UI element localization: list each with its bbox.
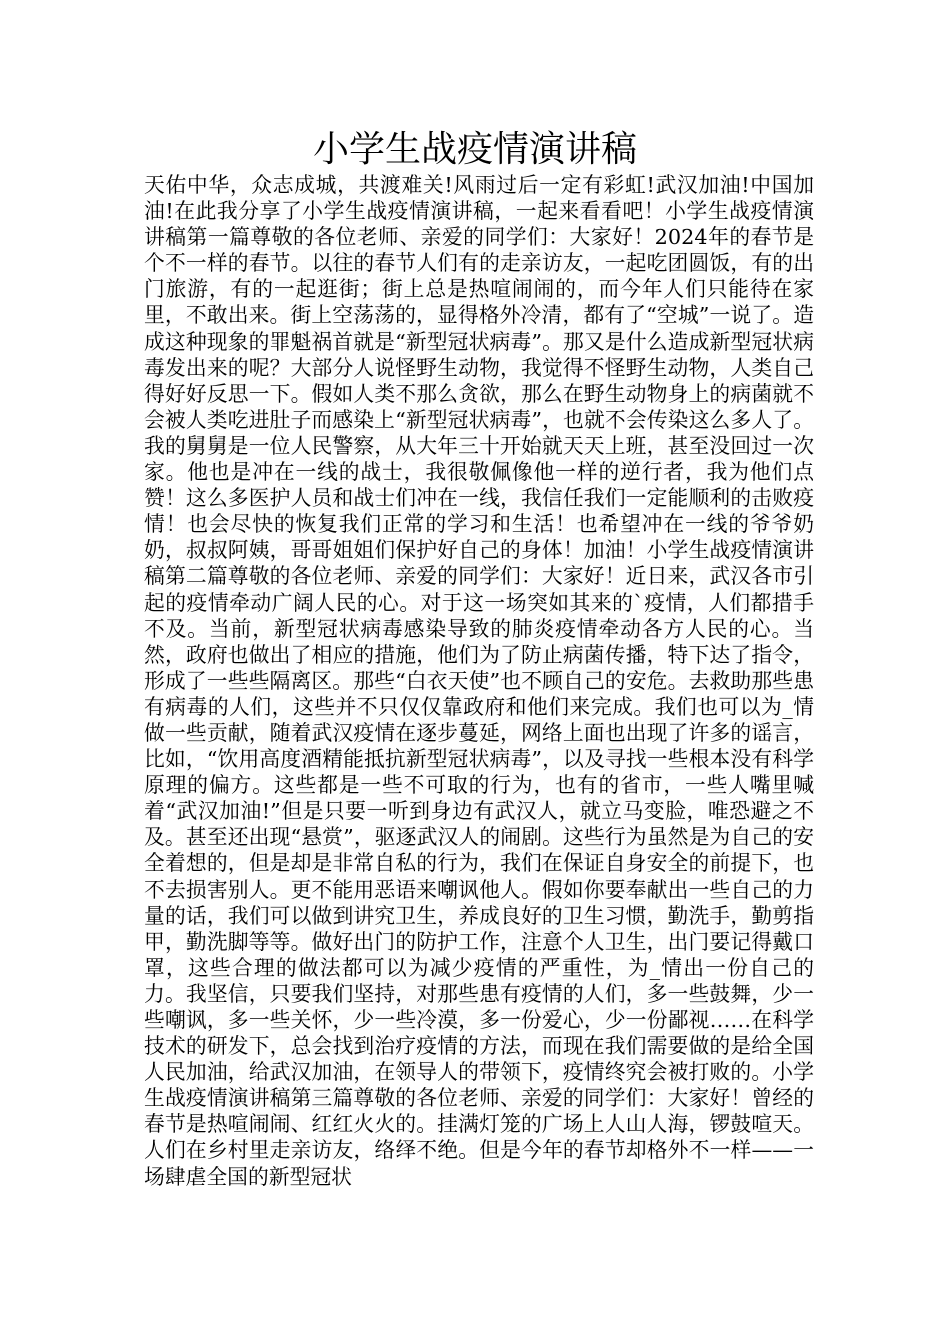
document-title: 小学生战疫情演讲稿 bbox=[312, 129, 637, 170]
document-body: 天佑中华，众志成城，共渡难关!风雨过后一定有彩虹!武汉加油!中国加油!在此我分享了小学生战疫情演讲稿，一起来看看吧！小学生战疫情演讲稿第一篇尊敬的各位老师、亲爱的同学们：大家好！2024年的春节是个不一样的春节。以往的春节人们有的走亲访友，一起吃团圆饭，有的出门旅游，有的一起逛街；街上总是热喧闹闹的，而今年人们只能待在家里，不敢出来。街上空荡荡的，显得格外冷清，都有了“空城”一说了。造成这种现象的罪魁祸首就是“新型冠状病毒”。那又是什么造成新型冠状病毒发出来的呢？大部分人说怪野生动物，我觉得不怪野生动物，人类自己得好好反思一下。假如人类不那么贪欲，那么在野生动物身上的病菌就不会被人类吃进肚子而感染上“新型冠状病毒”，也就不会传染这么多人了。我的舅舅是一位人民警察，从大年三十开始就天天上班，甚至没回过一次家。他也是冲在一线的战士，我很敬佩像他一样的逆行者，我为他们点赞！这么多医护人员和战士们冲在一线，我信任我们一定能顺利的击败疫情！也会尽快的恢复我们正常的学习和生活！也希望冲在一线的爷爷奶奶，叔叔阿姨，哥哥姐姐们保护好自己的身体！加油！小学生战疫情演讲稿第二篇尊敬的各位老师、亲爱的同学们：大家好！近日来，武汉各市引起的疫情牵动广阔人民的心。对于这一场突如其来的`疫情，人们都措手不及。当前，新型冠状病毒感染导致的肺炎疫情牵动各方人民的心。当然，政府也做出了相应的措施，他们为了防止病菌传播，特下达了指令，形成了一些些隔离区。那些“白衣天使”也不顾自己的安危。去救助那些患有病毒的人们，这些并不只仅仅靠政府和他们来完成。我们也可以为_情做一些贡献，随着武汉疫情在逐步蔓延，网络上面也出现了许多的谣言，比如，“饮用高度酒精能抵抗新型冠状病毒”，以及寻找一些根本没有科学原理的偏方。这些都是一些不可取的行为，也有的省市，一些人嘴里喊着“武汉加油!”但是只要一听到身边有武汉人，就立马变脸，唯恐避之不及。甚至还出现“悬赏”，驱逐武汉人的闹剧。这些行为虽然是为自己的安全着想的，但是却是非常自私的行为，我们在保证自身安全的前提下，也不去损害别人。更不能用恶语来嘲讽他人。假如你要奉献出一些自己的力量的话，我们可以做到讲究卫生，养成良好的卫生习惯，勤洗手，勤剪指甲，勤洗脚等等。做好出门的防护工作，注意个人卫生，出门要记得戴口罩，这些合理的做法都可以为减少疫情的严重性，为_情出一份自己的力。我坚信，只要我们坚持，对那些患有疫情的人们，多一些鼓舞，少一些嘲讽，多一些关怀，少一些冷漠，多一份爱心，少一份鄙视……在科学技术的研发下，总会找到治疗疫情的方法，而现在我们需要做的是给全国人民加油，给武汉加油，在领导人的带领下，疫情终究会被打败的。小学生战疫情演讲稿第三篇尊敬的各位老师、亲爱的同学们：大家好！曾经的春节是热喧闹闹、红红火火的。挂满灯笼的广场上人山人海，锣鼓喧天。人们在乡村里走亲访友，络绎不绝。但是今年的春节却格外不一样——一场肆虐全国的新型冠状 bbox=[144, 173, 814, 1189]
